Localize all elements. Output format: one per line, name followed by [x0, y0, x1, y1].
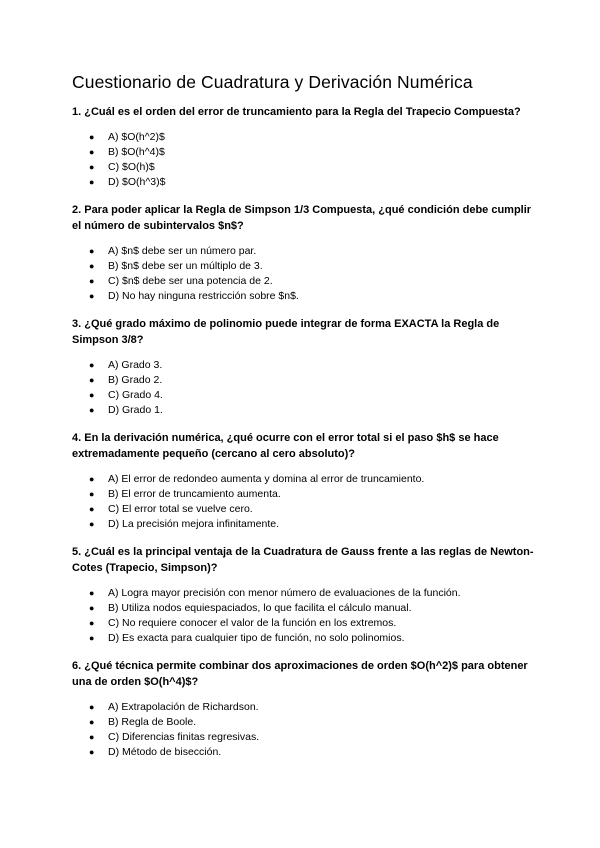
- option-text: A) Extrapolación de Richardson.: [108, 701, 259, 713]
- option-c: [72, 388, 542, 403]
- option-a: [72, 244, 542, 259]
- bullet-icon: ●: [89, 405, 95, 415]
- option-text: D) Es exacta para cualquier tipo de función, no solo polinomios.: [108, 632, 405, 644]
- option-b: [72, 145, 542, 160]
- option-a: [72, 472, 542, 487]
- option-c: [72, 274, 542, 289]
- question-text: 6. ¿Qué técnica permite combinar dos aproximaciones de orden $O(h^2)$ para obtener una de orden $O(h^4)$?: [72, 660, 528, 688]
- option-d: [72, 175, 542, 190]
- bullet-icon: ●: [89, 717, 95, 727]
- bullet-icon: ●: [89, 504, 95, 514]
- bullet-icon: ●: [89, 702, 95, 712]
- option-text: B) $n$ debe ser un múltiplo de 3.: [108, 260, 263, 272]
- question-3: [72, 316, 542, 418]
- question-2: [72, 202, 542, 304]
- bullet-icon: ●: [89, 375, 95, 385]
- option-text: C) $n$ debe ser una potencia de 2.: [108, 275, 273, 287]
- question-text: 4. En la derivación numérica, ¿qué ocurre con el error total si el paso $h$ se hace extremadamente pequeño (cercano al cero absoluto)?: [72, 432, 499, 460]
- option-d: [72, 289, 542, 304]
- option-list: [72, 358, 542, 418]
- bullet-icon: ●: [89, 162, 95, 172]
- bullet-icon: ●: [89, 390, 95, 400]
- option-b: [72, 487, 542, 502]
- option-text: C) No requiere conocer el valor de la función en los extremos.: [108, 617, 397, 629]
- option-text: A) Grado 3.: [108, 359, 163, 371]
- option-c: [72, 616, 542, 631]
- option-list: [72, 700, 542, 760]
- option-list: [72, 586, 542, 646]
- option-list: [72, 472, 542, 532]
- bullet-icon: ●: [89, 732, 95, 742]
- option-a: [72, 358, 542, 373]
- bullet-icon: ●: [89, 246, 95, 256]
- option-text: C) Grado 4.: [108, 389, 163, 401]
- question-1: [72, 104, 542, 190]
- option-b: [72, 601, 542, 616]
- option-c: [72, 502, 542, 517]
- bullet-icon: ●: [89, 747, 95, 757]
- bullet-icon: ●: [89, 147, 95, 157]
- question-5: [72, 544, 542, 646]
- option-text: D) No hay ninguna restricción sobre $n$.: [108, 290, 299, 302]
- question-text: 5. ¿Cuál es la principal ventaja de la Cuadratura de Gauss frente a las reglas de Newton-Cotes (Trapecio, Simpson)?: [72, 546, 534, 574]
- option-a: [72, 700, 542, 715]
- question-text: 2. Para poder aplicar la Regla de Simpson 1/3 Compuesta, ¿qué condición debe cumplir el número de subintervalos $n$?: [72, 204, 532, 232]
- option-text: A) Logra mayor precisión con menor número de evaluaciones de la función.: [108, 587, 461, 599]
- option-c: [72, 160, 542, 175]
- option-list: [72, 244, 542, 304]
- option-text: B) Regla de Boole.: [108, 716, 197, 728]
- option-d: [72, 745, 542, 760]
- bullet-icon: ●: [89, 474, 95, 484]
- option-text: B) Grado 2.: [108, 374, 163, 386]
- option-text: D) $O(h^3)$: [108, 176, 166, 188]
- option-text: D) Método de bisección.: [108, 746, 222, 758]
- option-d: [72, 403, 542, 418]
- bullet-icon: ●: [89, 291, 95, 301]
- bullet-icon: ●: [89, 276, 95, 286]
- option-b: [72, 259, 542, 274]
- option-text: A) $O(h^2)$: [108, 131, 165, 143]
- option-list: [72, 130, 542, 190]
- option-a: [72, 130, 542, 145]
- document-title: Cuestionario de Cuadratura y Derivación Numérica: [72, 72, 473, 92]
- option-text: B) $O(h^4)$: [108, 146, 165, 158]
- bullet-icon: ●: [89, 261, 95, 271]
- bullet-icon: ●: [89, 360, 95, 370]
- option-text: D) La precisión mejora infinitamente.: [108, 518, 279, 530]
- bullet-icon: ●: [89, 633, 95, 643]
- question-text: 1. ¿Cuál es el orden del error de truncamiento para la Regla del Trapecio Compuesta?: [72, 106, 521, 118]
- bullet-icon: ●: [89, 132, 95, 142]
- bullet-icon: ●: [89, 603, 95, 613]
- question-4: [72, 430, 542, 532]
- option-a: [72, 586, 542, 601]
- option-text: A) $n$ debe ser un número par.: [108, 245, 257, 257]
- bullet-icon: ●: [89, 618, 95, 628]
- bullet-icon: ●: [89, 489, 95, 499]
- option-text: C) El error total se vuelve cero.: [108, 503, 253, 515]
- bullet-icon: ●: [89, 177, 95, 187]
- question-text: 3. ¿Qué grado máximo de polinomio puede integrar de forma EXACTA la Regla de Simpson 3/8?: [72, 318, 500, 346]
- option-text: C) Diferencias finitas regresivas.: [108, 731, 260, 743]
- option-d: [72, 517, 542, 532]
- option-b: [72, 373, 542, 388]
- option-c: [72, 730, 542, 745]
- bullet-icon: ●: [89, 519, 95, 529]
- question-list: [72, 104, 542, 760]
- option-d: [72, 631, 542, 646]
- bullet-icon: ●: [89, 588, 95, 598]
- option-text: D) Grado 1.: [108, 404, 163, 416]
- option-text: C) $O(h)$: [108, 161, 155, 173]
- option-text: B) El error de truncamiento aumenta.: [108, 488, 281, 500]
- option-b: [72, 715, 542, 730]
- question-6: [72, 658, 542, 760]
- document-page: [72, 70, 542, 772]
- option-text: A) El error de redondeo aumenta y domina al error de truncamiento.: [108, 473, 425, 485]
- option-text: B) Utiliza nodos equiespaciados, lo que facilita el cálculo manual.: [108, 602, 412, 614]
